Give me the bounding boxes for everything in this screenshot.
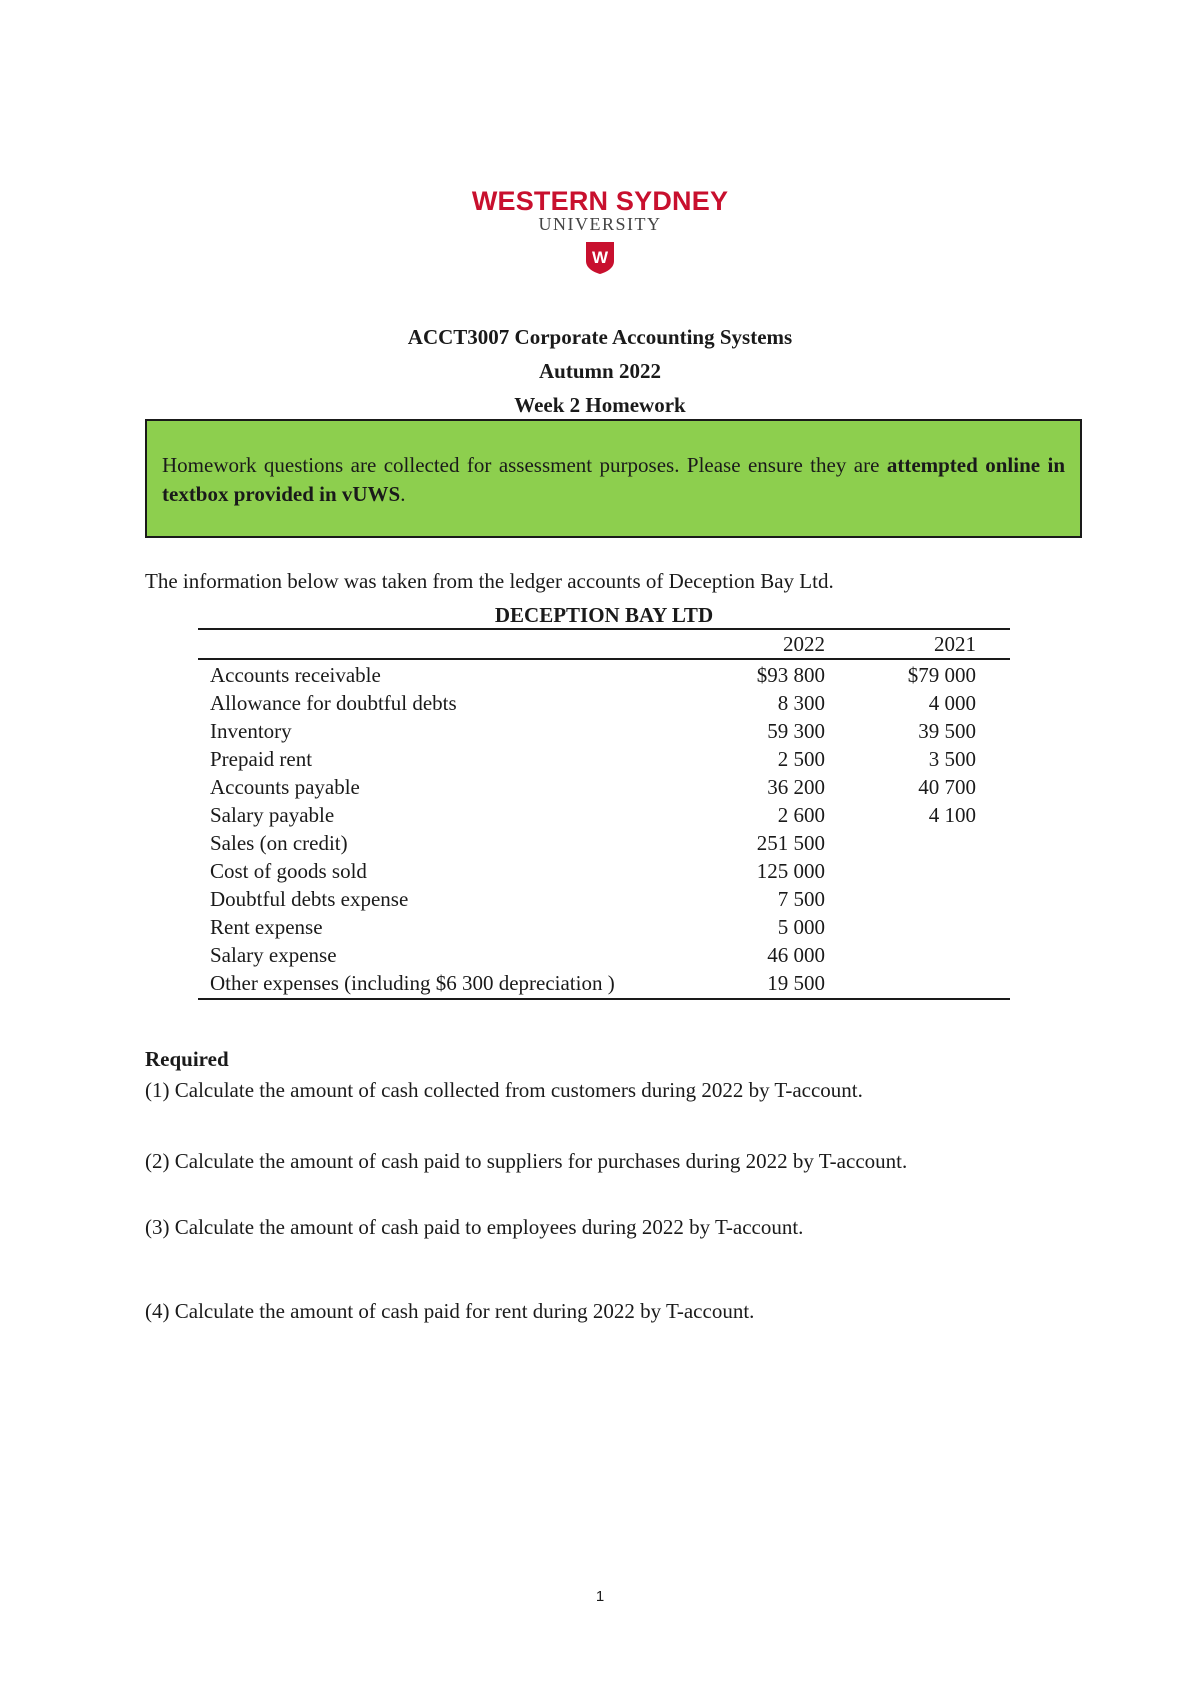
question-3: (3) Calculate the amount of cash paid to employees during 2022 by T-account. <box>145 1215 804 1239</box>
notice-text: Homework questions are collected for assessment purposes. Please ensure they are <box>162 453 880 477</box>
table-row <box>198 885 1010 913</box>
shield-letter: W <box>591 248 609 267</box>
value-2022: 2 600 <box>777 803 825 827</box>
row-label: Salary expense <box>210 943 337 967</box>
assessment-notice <box>145 419 1082 538</box>
row-label: Accounts payable <box>210 775 360 799</box>
required-title: Required <box>145 1047 229 1071</box>
table-row <box>198 941 1010 969</box>
table-row <box>198 913 1010 941</box>
ledger-header <box>198 628 1010 660</box>
value-2021: $79 000 <box>907 663 976 687</box>
week-title: Week 2 Homework <box>514 393 686 417</box>
notice-end: . <box>400 482 406 506</box>
row-label: Sales (on credit) <box>210 831 348 855</box>
document-titles <box>0 320 1200 422</box>
row-label: Other expenses (including $6 300 depreciation ) <box>210 971 615 995</box>
value-2022: 8 300 <box>777 691 825 715</box>
logo-line-2: UNIVERSITY <box>538 214 662 234</box>
table-row <box>198 689 1010 717</box>
value-2022: 7 500 <box>777 887 825 911</box>
logo-line-1: WESTERN SYDNEY <box>471 186 729 216</box>
value-2022: 36 200 <box>767 775 825 799</box>
shield-icon <box>585 241 615 275</box>
required-section <box>145 1044 908 1323</box>
table-row <box>198 745 1010 773</box>
table-row <box>198 857 1010 885</box>
course-title: ACCT3007 Corporate Accounting Systems <box>407 325 793 349</box>
table-row <box>198 829 1010 857</box>
value-2021: 3 500 <box>928 747 976 771</box>
table-row <box>198 717 1010 745</box>
table-row <box>198 801 1010 829</box>
value-2022: 19 500 <box>767 971 825 995</box>
column-header-2021: 2021 <box>934 632 976 656</box>
table-row <box>198 661 1010 689</box>
row-label: Cost of goods sold <box>210 859 367 883</box>
table-row <box>198 969 1010 997</box>
row-label: Doubtful debts expense <box>210 887 409 911</box>
ledger-body <box>198 660 1010 1000</box>
column-header-2022: 2022 <box>783 632 825 656</box>
value-2022: 59 300 <box>767 719 825 743</box>
intro-text: The information below was taken from the ledger accounts of Deception Bay Ltd. <box>145 569 834 593</box>
row-label: Inventory <box>210 719 292 743</box>
value-2021: 39 500 <box>918 719 976 743</box>
row-label: Allowance for doubtful debts <box>210 691 457 715</box>
value-2021: 4 000 <box>928 691 976 715</box>
value-2022: 251 500 <box>756 831 825 855</box>
row-label: Accounts receivable <box>210 663 381 687</box>
term-title: Autumn 2022 <box>539 359 661 383</box>
question-2: (2) Calculate the amount of cash paid to suppliers for purchases during 2022 by T-account. <box>145 1149 908 1173</box>
notice-bold-text: attempted online in textbox provided in vUWS <box>162 453 1066 506</box>
value-2022: $93 800 <box>756 663 825 687</box>
row-label: Salary payable <box>210 803 335 827</box>
value-2021: 40 700 <box>918 775 976 799</box>
row-label: Prepaid rent <box>210 747 313 771</box>
question-4: (4) Calculate the amount of cash paid for rent during 2022 by T-account. <box>145 1299 755 1323</box>
table-row <box>198 773 1010 801</box>
ledger-title: DECEPTION BAY LTD <box>494 603 714 627</box>
ledger-table <box>198 602 1010 1000</box>
page-number: 1 <box>595 1588 605 1605</box>
question-1: (1) Calculate the amount of cash collected from customers during 2022 by T-account. <box>145 1078 863 1102</box>
university-logo <box>420 186 780 267</box>
value-2021: 4 100 <box>928 803 976 827</box>
value-2022: 46 000 <box>767 943 825 967</box>
value-2022: 125 000 <box>756 859 825 883</box>
row-label: Rent expense <box>210 915 323 939</box>
value-2022: 5 000 <box>777 915 825 939</box>
value-2022: 2 500 <box>777 747 825 771</box>
